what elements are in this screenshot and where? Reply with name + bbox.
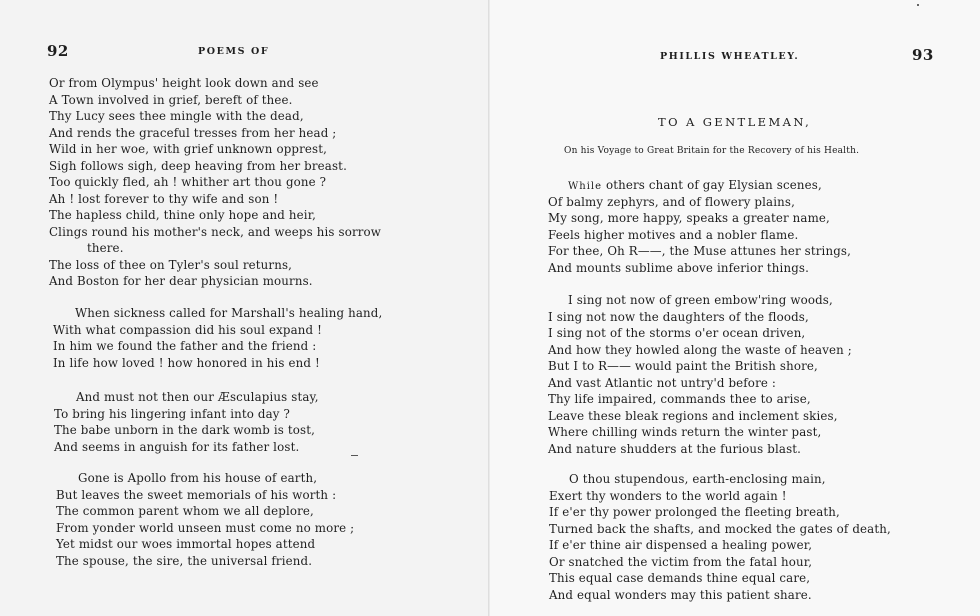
stanza-left-2 (53, 305, 382, 371)
verse-line: In life how loved ! how honored in his end ! (53, 355, 320, 370)
verse-line: Clings round his mother's neck, and weeps his sorrow (49, 224, 382, 239)
page-number-right: 93 (912, 46, 934, 64)
margin-dash (351, 455, 358, 456)
right-page (490, 0, 980, 616)
stanza-left-4 (56, 470, 354, 569)
verse-line: The hapless child, thine only hope and heir, (49, 208, 317, 222)
first-word: While (568, 181, 603, 192)
verse-line: The common parent whom we all deplore, (56, 504, 314, 518)
verse-line: And seems in anguish for its father lost. (54, 439, 300, 454)
poem-subtitle: On his Voyage to Great Britain for the Recovery of his Health. (564, 146, 860, 156)
verse-line: Thy Lucy sees thee mingle with the dead, (49, 109, 304, 123)
verse-line: For thee, Oh R——, the Muse attunes her strings, (548, 244, 852, 258)
first-line-text: others chant of gay Elysian scenes, (602, 178, 822, 192)
verse-line: And nature shudders at the furious blast. (548, 441, 802, 456)
verse-line: If e'er thy power prolonged the fleeting breath, (549, 505, 840, 519)
verse-line: The spouse, the sire, the universal friend. (56, 553, 313, 568)
verse-line: From yonder world unseen must come no more ; (56, 520, 355, 535)
verse-line: I sing not now of green embow'ring woods, (568, 293, 833, 307)
verse-line: Leave these bleak regions and inclement skies, (548, 408, 838, 423)
verse-line: When sickness called for Marshall's healing hand, (75, 306, 383, 320)
verse-line-first (548, 177, 851, 194)
verse-line: O thou stupendous, earth-enclosing main, (569, 472, 826, 486)
verse-line: Where chilling winds return the winter past, (548, 425, 822, 439)
verse-line: And equal wonders may this patient share. (549, 587, 812, 602)
verse-line: And Boston for her dear physician mourns. (49, 274, 313, 288)
verse-line: And vast Atlantic not untry'd before : (548, 375, 777, 390)
verse-line: Yet midst our woes immortal hopes attend (56, 537, 316, 551)
running-head-left: POEMS OF (198, 46, 270, 57)
verse-line: In him we found the father and the friend : (53, 339, 317, 353)
stanza-right-3 (549, 471, 891, 603)
verse-line: The babe unborn in the dark womb is tost, (54, 423, 316, 437)
verse-line: And how they howled along the waste of heaven ; (548, 342, 852, 357)
verse-line: Or snatched the victim from the fatal hour, (549, 554, 813, 569)
verse-line: This equal case demands thine equal care, (549, 571, 811, 585)
verse-line: I sing not now the daughters of the floods, (548, 309, 809, 324)
verse-line: My song, more happy, speaks a greater name, (548, 211, 830, 225)
verse-line: Ah ! lost forever to thy wife and son ! (49, 191, 279, 206)
verse-line: Too quickly fled, ah ! whither art thou gone ? (49, 175, 327, 189)
verse-line: To bring his lingering infant into day ? (54, 406, 290, 421)
verse-line: Feels higher motives and a nobler flame. (548, 227, 799, 242)
poem-title: TO A GENTLEMAN, (658, 115, 812, 129)
stanza-right-1 (548, 177, 851, 276)
verse-line: And rends the graceful tresses from her head ; (49, 125, 337, 140)
verse-line: Gone is Apollo from his house of earth, (78, 471, 318, 485)
verse-line: Turned back the shafts, and mocked the gates of death, (549, 521, 891, 536)
stanza-left-3 (54, 389, 319, 455)
running-head-right: PHILLIS WHEATLEY. (660, 51, 800, 62)
verse-line: If e'er thine air dispensed a healing power, (549, 538, 813, 552)
stanza-right-2 (548, 292, 852, 457)
verse-line-wrap: there. (87, 241, 124, 255)
verse-line: The loss of thee on Tyler's soul returns, (49, 257, 293, 272)
verse-line: Exert thy wonders to the world again ! (549, 488, 787, 503)
verse-line: A Town involved in grief, bereft of thee. (49, 92, 293, 107)
stanza-left-1 (49, 75, 381, 290)
verse-line: Sigh follows sigh, deep heaving from her breast. (49, 158, 347, 173)
verse-line: And must not then our Æsculapius stay, (76, 390, 319, 404)
verse-line: I sing not of the storms o'er ocean driven, (548, 326, 806, 340)
verse-line: Thy life impaired, commands thee to arise, (548, 392, 811, 406)
verse-line: But leaves the sweet memorials of his worth : (56, 487, 337, 502)
verse-line: Wild in her woe, with grief unknown opprest, (49, 142, 328, 156)
verse-line: Of balmy zephyrs, and of flowery plains, (548, 194, 796, 209)
verse-line: Or from Olympus' height look down and see (49, 76, 319, 90)
verse-line: But I to R—— would paint the British shore, (548, 359, 818, 373)
page-number-left: 92 (47, 42, 69, 60)
verse-line: And mounts sublime above inferior things. (548, 260, 810, 275)
corner-speck (917, 4, 919, 6)
verse-line: With what compassion did his soul expand ! (53, 322, 323, 337)
